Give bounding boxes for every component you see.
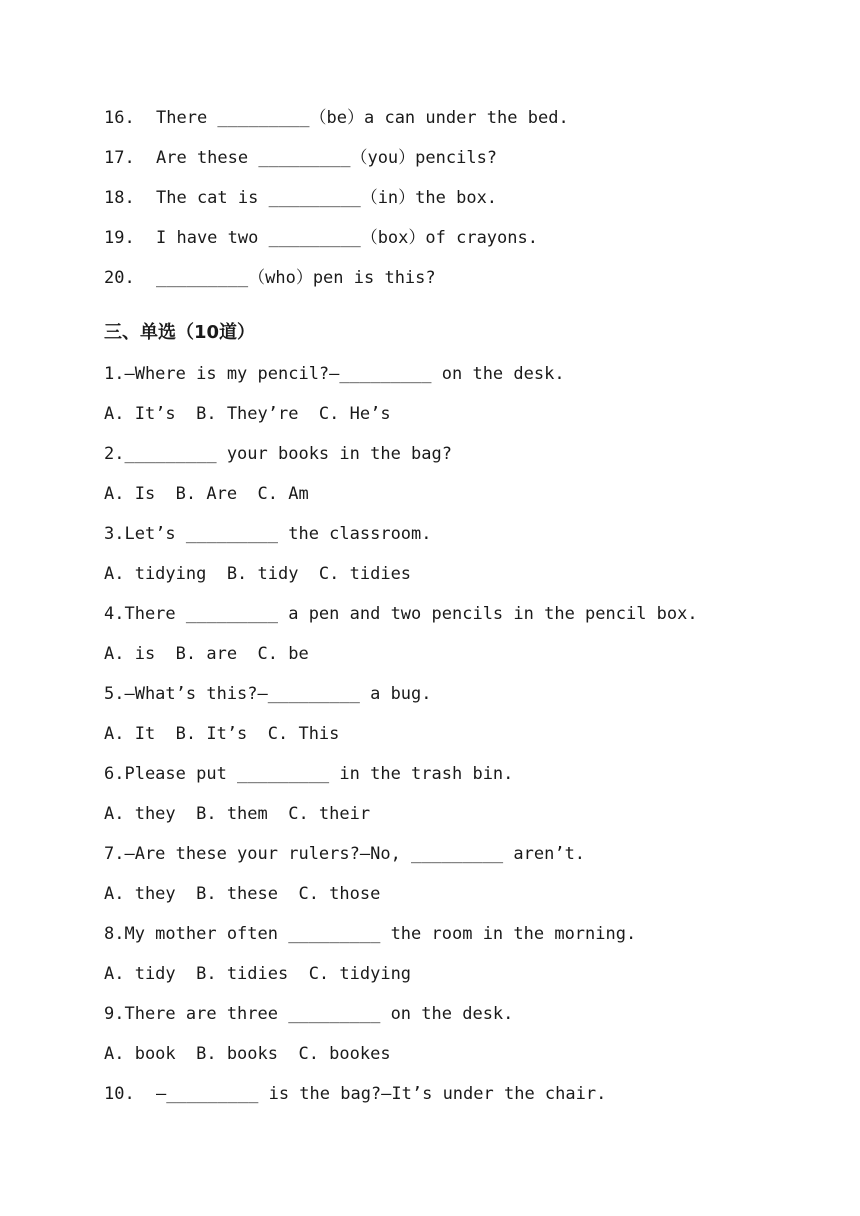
item-number: 17. <box>104 148 135 168</box>
fill-in-item <box>104 106 569 130</box>
item-text: The cat is _________（in）the box. <box>156 188 498 208</box>
question-stem: 4.There _________ a pen and two pencils in the pencil box. <box>104 604 698 624</box>
fill-in-item <box>104 186 497 210</box>
question-options: A. tidying B. tidy C. tidies <box>104 564 412 584</box>
fill-in-item <box>104 266 436 290</box>
question-options: A. Is B. Are C. Am <box>104 484 309 504</box>
question-options: A. It B. It’s C. This <box>104 724 340 744</box>
item-text: _________（who）pen is this? <box>156 268 436 288</box>
question-stem: 5.—What’s this?—_________ a bug. <box>104 684 432 704</box>
item-number: 19. <box>104 228 135 248</box>
section-title: 三、单选（10道） <box>104 322 256 343</box>
item-text: I have two _________（box）of crayons. <box>156 228 538 248</box>
fill-in-item <box>104 226 538 250</box>
item-number: 10. <box>104 1084 135 1104</box>
question-stem: 1.—Where is my pencil?—_________ on the desk. <box>104 364 565 384</box>
question-stem <box>104 1082 606 1106</box>
question-options: A. is B. are C. be <box>104 644 309 664</box>
question-stem: 7.—Are these your rulers?—No, _________ aren’t. <box>104 844 586 864</box>
item-text: —_________ is the bag?—It’s under the chair. <box>156 1084 607 1104</box>
question-options: A. they B. them C. their <box>104 804 371 824</box>
question-stem: 9.There are three _________ on the desk. <box>104 1004 514 1024</box>
item-number: 20. <box>104 268 135 288</box>
question-stem: 3.Let’s _________ the classroom. <box>104 524 432 544</box>
question-stem: 8.My mother often _________ the room in the morning. <box>104 924 637 944</box>
question-options: A. book B. books C. bookes <box>104 1044 391 1064</box>
question-options: A. It’s B. They’re C. He’s <box>104 404 391 424</box>
question-options: A. tidy B. tidies C. tidying <box>104 964 412 984</box>
item-text: There _________（be）a can under the bed. <box>156 108 569 128</box>
fill-in-item <box>104 146 497 170</box>
question-stem: 6.Please put _________ in the trash bin. <box>104 764 514 784</box>
question-stem: 2._________ your books in the bag? <box>104 444 452 464</box>
item-number: 16. <box>104 108 135 128</box>
item-number: 18. <box>104 188 135 208</box>
question-options: A. they B. these C. those <box>104 884 381 904</box>
item-text: Are these _________（you）pencils? <box>156 148 498 168</box>
